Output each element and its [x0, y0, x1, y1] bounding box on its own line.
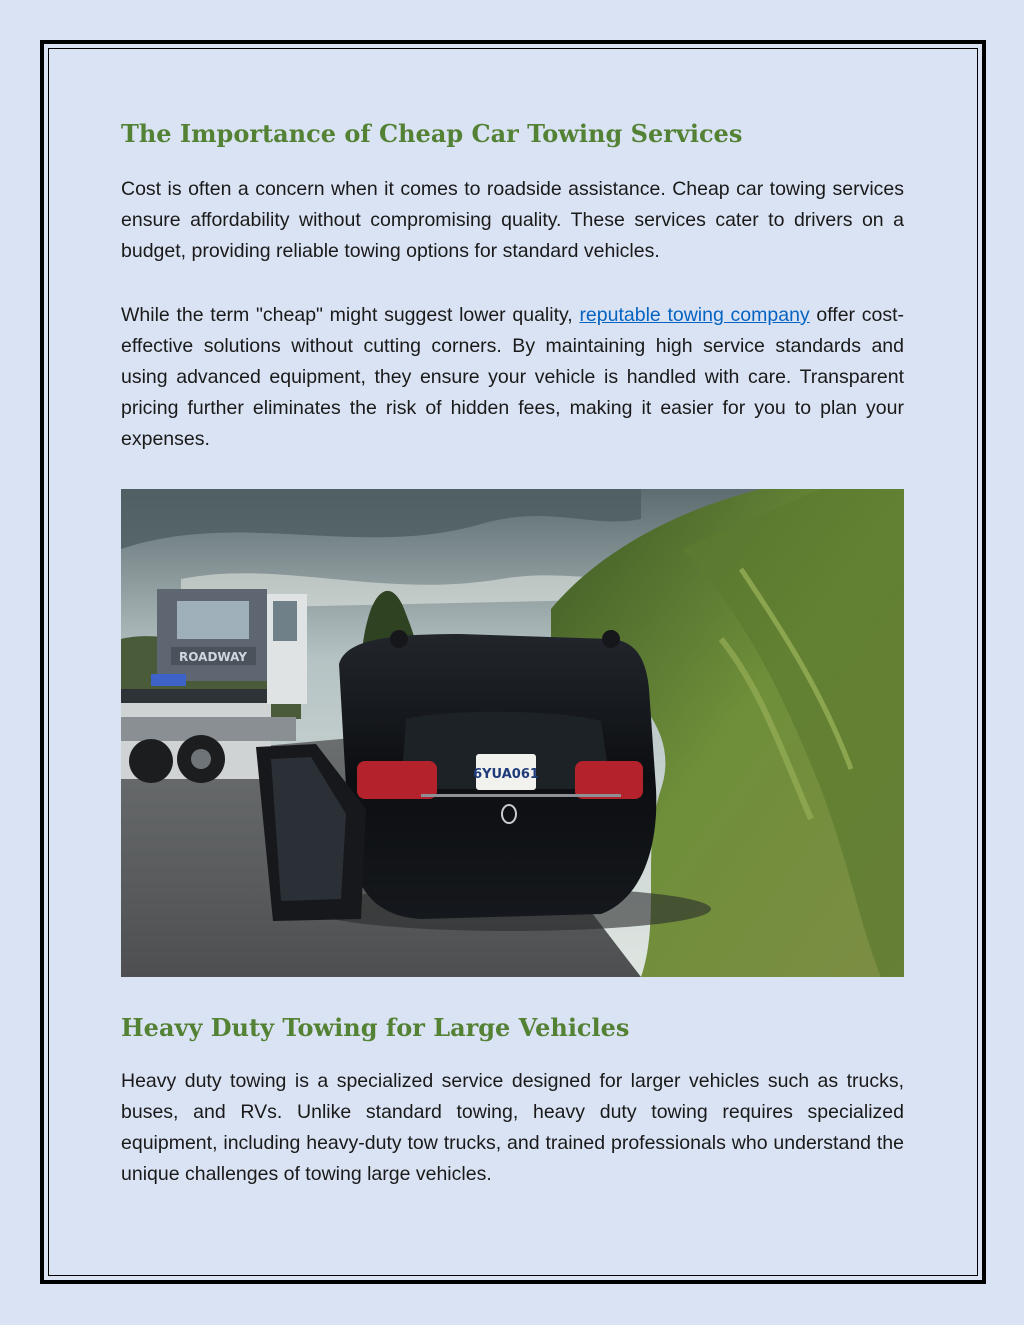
reputable-towing-company-link[interactable]: reputable towing company [579, 304, 810, 326]
overturned-car-photo [121, 489, 904, 977]
paragraph-heavy-duty: Heavy duty towing is a specialized service designed for larger vehicles such as trucks, buses, and RVs. Unlike standard towing, heavy duty towing requires specialized equipment, including heavy-duty tow trucks, and trained professionals who understand the unique challenges of towing large vehicles. [121, 1070, 904, 1185]
section-heading-heavy-duty: Heavy Duty Towing for Large Vehicles [121, 1013, 630, 1042]
license-plate: 6YUA061 [473, 767, 539, 782]
paragraph-cheap-quality [121, 300, 904, 455]
paragraph-cost-concern: Cost is often a concern when it comes to roadside assistance. Cheap car towing services ensure affordability without compromising quality. These services cater to drivers on a budget, providing reliable towing options for standard vehicles. [121, 178, 904, 262]
paragraph-text-after-link: offer cost-effective solutions without cutting corners. By maintaining high service standards and using advanced equipment, they ensure your vehicle is handled with care. Transparent pricing further eliminates the risk of hidden fees, making it easier for you to plan your expenses. [121, 304, 905, 450]
paragraph-text-before-link: While the term "cheap" might suggest lower quality, [121, 304, 580, 326]
truck-sign: ROADWAY [179, 650, 247, 664]
section-heading-cheap-towing: The Importance of Cheap Car Towing Services [121, 119, 743, 148]
